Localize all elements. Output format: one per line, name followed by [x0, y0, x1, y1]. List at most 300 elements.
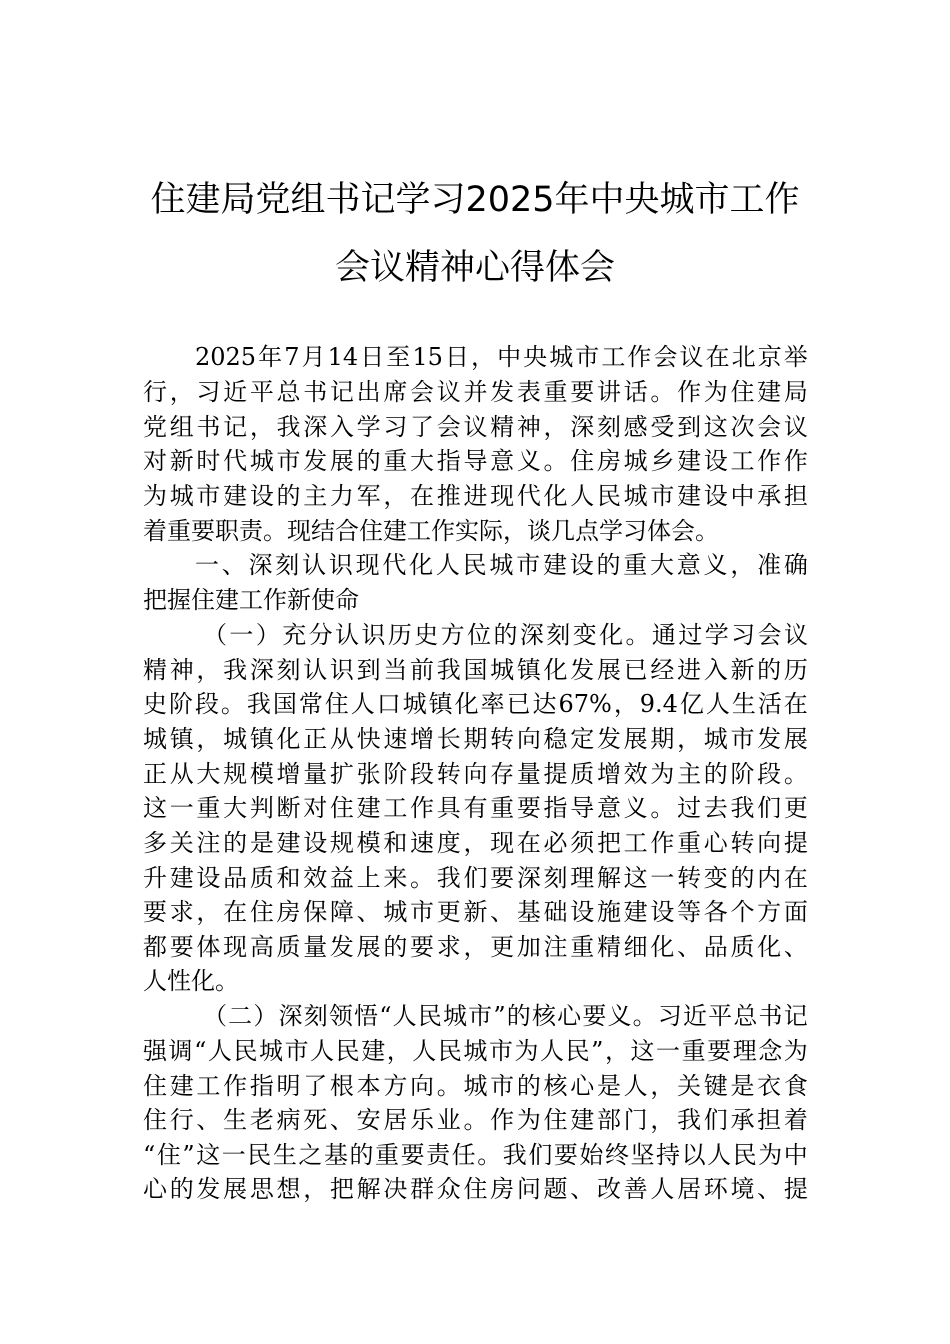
- body-glyph: 关: [169, 829, 194, 857]
- body-glyph: 心: [557, 1002, 582, 1030]
- body-glyph: 会: [410, 378, 435, 406]
- body-glyph: 民: [247, 1141, 272, 1169]
- body-glyph: 的: [356, 447, 381, 475]
- body-glyph: 食: [783, 1072, 808, 1100]
- body-glyph: 定: [570, 725, 595, 753]
- body-glyph: 施: [596, 898, 621, 926]
- body-glyph: 要: [516, 794, 541, 822]
- body-glyph: 代: [223, 447, 248, 475]
- body-glyph: 习: [383, 413, 408, 441]
- body-glyph: 工: [383, 794, 408, 822]
- body-glyph: 生: [272, 1141, 297, 1169]
- body-glyph: 建: [542, 551, 567, 579]
- body-glyph: 思: [249, 1175, 274, 1203]
- body-glyph: 坚: [630, 1141, 655, 1169]
- body-glyph: ，: [196, 725, 221, 753]
- body-glyph: 新: [463, 898, 488, 926]
- body-glyph: 安: [356, 1106, 381, 1134]
- body-glyph: 刻: [303, 1002, 328, 1030]
- body-glyph: 人: [623, 1072, 648, 1100]
- body-glyph: 生: [223, 1106, 248, 1134]
- body-line: [195, 548, 808, 582]
- body-glyph: 段: [410, 760, 435, 788]
- body-glyph: 化: [543, 656, 568, 684]
- body-glyph: 个: [730, 898, 755, 926]
- body-glyph: 核: [531, 1002, 556, 1030]
- body-glyph: 问: [516, 1175, 541, 1203]
- body-glyph: 题: [543, 1175, 568, 1203]
- body-glyph: 核: [543, 1072, 568, 1100]
- body-glyph: 化: [650, 933, 675, 961]
- body-glyph: 在: [783, 690, 808, 718]
- body-glyph: 提: [543, 760, 568, 788]
- body-glyph: 国: [463, 656, 488, 684]
- body-glyph: 重: [623, 551, 648, 579]
- body-glyph: 保: [303, 898, 328, 926]
- body-glyph: 建: [276, 829, 301, 857]
- body-glyph: 14: [327, 343, 359, 371]
- body-glyph: 担: [757, 1106, 782, 1134]
- body-glyph: 把: [596, 829, 621, 857]
- body-glyph: 中: [497, 343, 522, 371]
- body-glyph: 须: [570, 829, 595, 857]
- body-glyph: 设: [703, 482, 728, 510]
- body-glyph: 大: [196, 760, 221, 788]
- body-glyph: 向: [757, 829, 782, 857]
- body-glyph: 力: [329, 482, 354, 510]
- body-glyph: ，: [677, 725, 702, 753]
- body-glyph: 现: [490, 482, 515, 510]
- body-glyph: 总: [733, 1002, 758, 1030]
- body-glyph: 展: [623, 725, 648, 753]
- body-glyph: ”: [493, 1002, 506, 1030]
- body-glyph: 总: [276, 378, 301, 406]
- body-glyph: 础: [543, 898, 568, 926]
- body-glyph: 习: [731, 621, 756, 649]
- body-glyph: 一: [656, 1037, 681, 1065]
- body-glyph: 现: [490, 829, 515, 857]
- body-line: 把握住建工作新使命: [143, 586, 359, 614]
- body-glyph: 中: [783, 1141, 808, 1169]
- body-glyph: 质: [276, 933, 301, 961]
- body-glyph: 镇: [428, 690, 453, 718]
- body-glyph: 的: [516, 1072, 541, 1100]
- body-glyph: 史: [414, 621, 439, 649]
- body-glyph: 城: [463, 1072, 488, 1100]
- body-glyph: 设: [569, 551, 594, 579]
- body-glyph: 建: [757, 378, 782, 406]
- body-glyph: 的: [596, 551, 621, 579]
- body-glyph: 民: [596, 482, 621, 510]
- body-glyph: 质: [570, 760, 595, 788]
- body-glyph: 镇: [516, 656, 541, 684]
- body-glyph: 改: [596, 1175, 621, 1203]
- body-glyph: 这: [143, 794, 167, 822]
- body-glyph: 模: [249, 760, 274, 788]
- body-glyph: 精: [596, 933, 621, 961]
- body-glyph: 度: [436, 829, 461, 857]
- body-glyph: 增: [276, 760, 301, 788]
- body-glyph: 。: [625, 621, 650, 649]
- body-glyph: 。: [220, 690, 245, 718]
- body-glyph: 我: [677, 1106, 702, 1134]
- body-glyph: 善: [623, 1175, 648, 1203]
- body-glyph: 住: [463, 1175, 488, 1203]
- body-glyph: 我: [730, 794, 755, 822]
- body-glyph: 当: [383, 656, 408, 684]
- body-glyph: 并: [463, 378, 488, 406]
- body-glyph: 神: [516, 413, 541, 441]
- body-glyph: 体: [196, 933, 221, 961]
- body-glyph: 人: [207, 1037, 232, 1065]
- body-glyph: 会: [653, 343, 678, 371]
- body-glyph: 城: [490, 656, 515, 684]
- body-glyph: 导: [463, 447, 488, 475]
- body-glyph: 理: [570, 864, 595, 892]
- body-glyph: 本: [356, 1072, 381, 1100]
- body-glyph: 从: [329, 725, 354, 753]
- body-line: [195, 340, 808, 374]
- body-glyph: 品: [223, 864, 248, 892]
- body-glyph: 了: [303, 1072, 328, 1100]
- body-glyph: ，: [613, 690, 638, 718]
- body-glyph: 民: [233, 1037, 258, 1065]
- body-glyph: 的: [757, 656, 782, 684]
- body-glyph: 速: [383, 725, 408, 753]
- body-glyph: 具: [436, 794, 461, 822]
- body-glyph: 要: [707, 1037, 732, 1065]
- body-glyph: 解: [356, 1175, 381, 1203]
- body-glyph: 中: [730, 482, 755, 510]
- body-glyph: 稳: [543, 725, 568, 753]
- body-glyph: 。: [650, 794, 675, 822]
- body-glyph: 这: [703, 413, 728, 441]
- body-glyph: 组: [169, 413, 194, 441]
- body-line: 人性化。: [143, 967, 239, 995]
- body-glyph: 人: [392, 1002, 417, 1030]
- body-glyph: 认: [335, 621, 360, 649]
- body-line: [143, 479, 808, 513]
- body-glyph: 议: [463, 413, 488, 441]
- body-glyph: 一: [650, 864, 675, 892]
- body-glyph: 。: [477, 1141, 502, 1169]
- body-glyph: 建: [677, 482, 702, 510]
- body-glyph: 通: [651, 621, 676, 649]
- body-glyph: 上: [356, 864, 381, 892]
- body-glyph: 房: [596, 447, 621, 475]
- body-glyph: 亿: [679, 690, 704, 718]
- body-glyph: 着: [783, 1106, 808, 1134]
- body-line: [143, 757, 808, 791]
- body-glyph: 、: [677, 933, 702, 961]
- body-glyph: 展: [329, 447, 354, 475]
- body-glyph: 以: [681, 1141, 706, 1169]
- body-glyph: 市: [196, 482, 221, 510]
- body-glyph: 、: [221, 551, 246, 579]
- document-title-line-1: 住建局党组书记学习2025年中央城市工作: [150, 180, 800, 220]
- body-glyph: 城: [443, 1002, 467, 1030]
- body-glyph: 内: [757, 864, 782, 892]
- body-glyph: 持: [656, 1141, 681, 1169]
- body-glyph: 作: [677, 378, 702, 406]
- body-glyph: 神: [169, 656, 194, 684]
- body-glyph: ，: [249, 413, 274, 441]
- body-glyph: 深: [248, 551, 273, 579]
- body-glyph: 重: [570, 933, 595, 961]
- body-glyph: ，: [543, 413, 568, 441]
- body-glyph: 前: [410, 656, 435, 684]
- body-glyph: 是: [596, 1072, 621, 1100]
- body-glyph: 来: [383, 864, 408, 892]
- body-glyph: 展: [596, 656, 621, 684]
- body-glyph: 议: [783, 621, 808, 649]
- body-glyph: 市: [516, 551, 541, 579]
- body-glyph: 深: [519, 621, 544, 649]
- body-glyph: 建: [169, 864, 194, 892]
- body-glyph: 在: [410, 482, 435, 510]
- body-glyph: 率: [480, 690, 505, 718]
- body-glyph: 二: [228, 1002, 253, 1030]
- body-glyph: 始: [579, 1141, 604, 1169]
- body-glyph: 感: [623, 413, 648, 441]
- body-glyph: 发: [596, 725, 621, 753]
- body-glyph: 发: [196, 1175, 221, 1203]
- body-glyph: 意: [490, 447, 515, 475]
- body-glyph: 作: [757, 447, 782, 475]
- body-glyph: 深: [249, 656, 274, 684]
- body-glyph: ”: [182, 1141, 195, 1169]
- body-glyph: ，: [650, 1106, 675, 1134]
- body-glyph: 现: [223, 933, 248, 961]
- body-glyph: 城: [402, 690, 427, 718]
- body-glyph: 至: [386, 343, 411, 371]
- body-glyph: 这: [630, 1037, 655, 1065]
- body-glyph: 化: [276, 725, 301, 753]
- body-glyph: 量: [303, 760, 328, 788]
- body-glyph: 刻: [543, 864, 568, 892]
- body-glyph: 向: [463, 760, 488, 788]
- body-glyph: 。: [650, 378, 675, 406]
- body-glyph: “: [143, 1141, 156, 1169]
- body-glyph: 习: [196, 378, 221, 406]
- body-glyph: 书: [196, 413, 221, 441]
- body-glyph: 重: [543, 378, 568, 406]
- body-glyph: 席: [383, 378, 408, 406]
- body-glyph: 展: [223, 1175, 248, 1203]
- body-glyph: 住: [543, 1106, 568, 1134]
- body-glyph: 关: [677, 1072, 702, 1100]
- body-glyph: 住: [570, 447, 595, 475]
- body-glyph: 发: [490, 378, 515, 406]
- body-glyph: 大: [650, 551, 675, 579]
- body-glyph: 民: [565, 1037, 590, 1065]
- body-glyph: 境: [730, 1175, 755, 1203]
- body-glyph: 有: [463, 794, 488, 822]
- body-glyph: 分: [308, 621, 333, 649]
- body-line: [143, 410, 808, 444]
- body-glyph: 深: [570, 413, 595, 441]
- body-glyph: 转: [436, 760, 461, 788]
- body-glyph: ，: [650, 1072, 675, 1100]
- body-glyph: 老: [249, 1106, 274, 1134]
- body-glyph: 已: [506, 690, 531, 718]
- body-glyph: 转: [677, 864, 702, 892]
- body-glyph: 承: [730, 1106, 755, 1134]
- body-glyph: 这: [623, 864, 648, 892]
- body-glyph: 死: [303, 1106, 328, 1134]
- body-glyph: 在: [223, 898, 248, 926]
- body-glyph: 近: [223, 378, 248, 406]
- body-glyph: 入: [703, 656, 728, 684]
- body-glyph: 口: [376, 690, 401, 718]
- body-glyph: 期: [650, 725, 675, 753]
- body-glyph: 大: [410, 447, 435, 475]
- body-line: [143, 1034, 808, 1068]
- body-glyph: 们: [463, 864, 488, 892]
- body-glyph: 。: [632, 1002, 657, 1030]
- body-glyph: “: [194, 1037, 207, 1065]
- body-glyph: 要: [490, 864, 515, 892]
- body-glyph: 化: [543, 482, 568, 510]
- body-glyph: 代: [516, 482, 541, 510]
- body-glyph: 的: [169, 1175, 194, 1203]
- body-glyph: 意: [596, 794, 621, 822]
- body-glyph: 城: [489, 551, 514, 579]
- body-glyph: 识: [361, 621, 386, 649]
- body-glyph: 的: [506, 1002, 531, 1030]
- body-glyph: 举: [783, 343, 808, 371]
- body-glyph: ，: [463, 933, 488, 961]
- body-glyph: 近: [683, 1002, 707, 1030]
- body-glyph: 议: [436, 378, 461, 406]
- body-glyph: 导: [570, 794, 595, 822]
- body-glyph: 们: [528, 1141, 553, 1169]
- body-glyph: 常: [298, 690, 323, 718]
- body-glyph: 设: [650, 898, 675, 926]
- body-glyph: 认: [303, 656, 328, 684]
- body-glyph: 各: [703, 898, 728, 926]
- body-glyph: 会: [757, 621, 782, 649]
- body-glyph: 的: [703, 760, 728, 788]
- body-line: [143, 895, 808, 929]
- body-glyph: 京: [757, 343, 782, 371]
- body-glyph: 门: [623, 1106, 648, 1134]
- body-glyph: 深: [303, 413, 328, 441]
- body-glyph: 注: [543, 933, 568, 961]
- body-glyph: 义: [516, 447, 541, 475]
- body-glyph: 了: [410, 413, 435, 441]
- body-glyph: 历: [387, 621, 412, 649]
- body-glyph: ）: [255, 621, 280, 649]
- body-glyph: 细: [623, 933, 648, 961]
- body-glyph: 决: [383, 1175, 408, 1203]
- body-glyph: 都: [143, 933, 167, 961]
- body-glyph: 新: [169, 447, 194, 475]
- body-glyph: 强: [143, 1037, 167, 1065]
- body-glyph: 发: [570, 656, 595, 684]
- body-glyph: 民: [437, 1037, 462, 1065]
- body-glyph: 建: [623, 898, 648, 926]
- body-glyph: 市: [575, 343, 600, 371]
- body-glyph: 为: [783, 1037, 808, 1065]
- body-glyph: 展: [783, 725, 808, 753]
- body-glyph: 。: [463, 1106, 488, 1134]
- body-glyph: 重: [681, 1037, 706, 1065]
- body-glyph: 想: [276, 1175, 301, 1203]
- body-glyph: 指: [543, 794, 568, 822]
- body-glyph: 解: [596, 864, 621, 892]
- body-glyph: 的: [493, 621, 518, 649]
- body-glyph: 7: [284, 343, 300, 371]
- body-glyph: 书: [303, 378, 328, 406]
- body-glyph: 段: [757, 760, 782, 788]
- body-glyph: 党: [143, 413, 167, 441]
- body-glyph: 规: [223, 760, 248, 788]
- body-glyph: 为: [514, 1037, 539, 1065]
- body-glyph: 。: [543, 447, 568, 475]
- body-line: [143, 444, 808, 478]
- body-glyph: 军: [356, 482, 381, 510]
- body-glyph: 建: [169, 1072, 194, 1100]
- body-glyph: 作: [650, 829, 675, 857]
- body-glyph: 房: [276, 898, 301, 926]
- body-glyph: 要: [553, 1141, 578, 1169]
- body-glyph: 人: [650, 1175, 675, 1203]
- body-glyph: 我: [436, 864, 461, 892]
- body-glyph: 乐: [410, 1106, 435, 1134]
- body-glyph: 9.4: [639, 690, 678, 718]
- body-glyph: 工: [196, 1072, 221, 1100]
- body-glyph: 受: [650, 413, 675, 441]
- body-glyph: 终: [604, 1141, 629, 1169]
- body-glyph: 市: [276, 447, 301, 475]
- body-glyph: 向: [410, 1072, 435, 1100]
- body-glyph: 衣: [757, 1072, 782, 1100]
- body-glyph: 增: [596, 760, 621, 788]
- body-glyph: 要: [400, 1141, 425, 1169]
- body-glyph: 扩: [329, 760, 354, 788]
- body-glyph: 书: [758, 1002, 783, 1030]
- body-glyph: 重: [375, 1141, 400, 1169]
- body-glyph: 对: [143, 447, 167, 475]
- body-glyph: 住: [143, 1072, 167, 1100]
- body-glyph: 阶: [383, 760, 408, 788]
- body-glyph: 过: [678, 621, 703, 649]
- body-glyph: 我: [276, 413, 301, 441]
- body-glyph: 众: [436, 1175, 461, 1203]
- body-glyph: 确: [783, 551, 808, 579]
- body-glyph: 记: [783, 1002, 808, 1030]
- body-glyph: 指: [249, 1072, 274, 1100]
- body-glyph: 把: [329, 1175, 354, 1203]
- body-glyph: 、: [783, 933, 808, 961]
- body-glyph: 阶: [730, 760, 755, 788]
- body-glyph: 学: [704, 621, 729, 649]
- body-glyph: 经: [650, 656, 675, 684]
- body-glyph: 大: [223, 794, 248, 822]
- body-glyph: 67%: [558, 690, 612, 718]
- body-glyph: ，: [730, 551, 755, 579]
- body-glyph: ，: [463, 829, 488, 857]
- body-glyph: 人: [310, 1037, 335, 1065]
- body-glyph: 精: [143, 656, 167, 684]
- body-glyph: 住: [156, 1141, 181, 1169]
- body-glyph: 判: [249, 794, 274, 822]
- body-glyph: 民: [462, 551, 487, 579]
- body-glyph: 提: [783, 1175, 808, 1203]
- body-glyph: ，: [196, 656, 221, 684]
- body-glyph: 一: [195, 551, 219, 579]
